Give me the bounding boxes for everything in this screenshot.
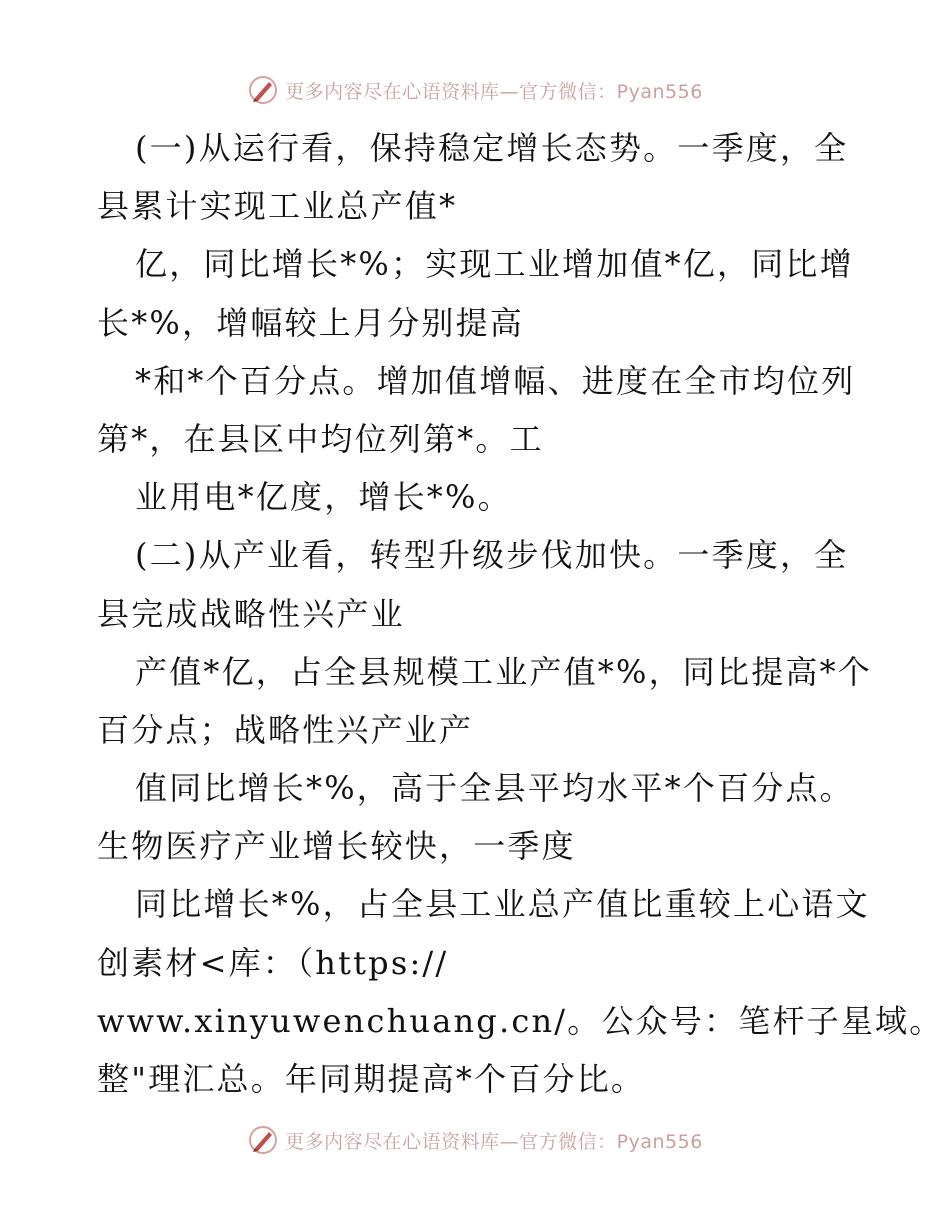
text-line: 生物医疗产业增长较快，一季度 xyxy=(97,827,576,866)
text-line: 百分点；战略性兴产业产 xyxy=(97,710,474,749)
text-line: 长*%，增幅较上月分别提高 xyxy=(97,303,525,342)
text-line: 创素材<库：（https:// xyxy=(97,943,449,982)
text-line: (一)从运行看，保持稳定增长态势。一季度，全 xyxy=(135,129,849,167)
pen-logo-icon xyxy=(247,1124,279,1156)
text-line: 同比增长*%，占全县工业总产值比重较上心语文 xyxy=(135,885,870,924)
text-line: 产值*亿，占全县规模工业产值*%，同比提高*个 xyxy=(135,652,873,691)
header-watermark-banner xyxy=(0,72,950,108)
text-line: 第*，在县区中均位列第*。工 xyxy=(97,419,544,458)
watermark-text: 更多内容尽在心语资料库—官方微信：Pyan556 xyxy=(285,1130,703,1153)
pen-logo-icon xyxy=(247,74,279,106)
footer-watermark-banner xyxy=(0,1122,950,1158)
text-line: 县完成战略性兴产业 xyxy=(97,594,405,633)
text-line: 亿，同比增长*%；实现工业增加值*亿，同比增 xyxy=(135,245,854,284)
text-line: 业用电*亿度，增长*%。 xyxy=(135,478,512,517)
text-line: *和*个百分点。增加值增幅、进度在全市均位列 xyxy=(135,361,856,400)
text-line: www.xinyuwenchuang.cn/。公众号：笔杆子星域。 xyxy=(97,1001,944,1040)
text-line: 值同比增长*%，高于全县平均水平*个百分点。 xyxy=(135,769,854,808)
text-line: (二)从产业看，转型升级步伐加快。一季度，全 xyxy=(135,536,849,575)
text-line: 整"理汇总。年同期提高*个百分比。 xyxy=(97,1060,646,1098)
document-body xyxy=(97,119,944,1108)
watermark-text: 更多内容尽在心语资料库—官方微信：Pyan556 xyxy=(285,80,703,103)
text-line: 县累计实现工业总产值* xyxy=(97,187,458,226)
